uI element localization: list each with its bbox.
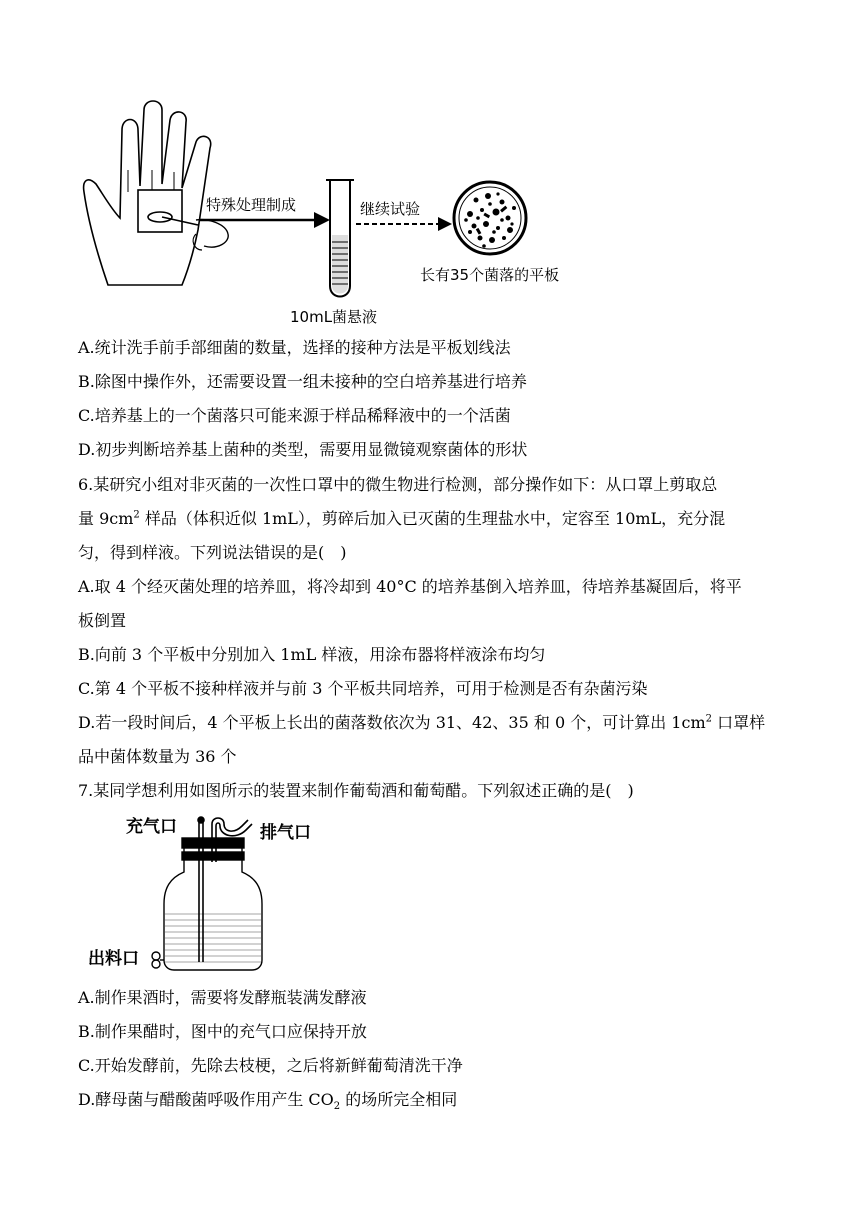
q7-option-b: B.制作果醋时，图中的充气口应保持开放 [78, 1022, 367, 1041]
q6-option-b: B.向前 3 个平板中分别加入 1mL 样液，用涂布器将样液涂布均匀 [78, 645, 546, 664]
petri-plate [454, 182, 526, 254]
q6-option-d-line2: 品中菌体数量为 36 个 [78, 747, 237, 766]
hand-sampling-figure [78, 100, 598, 325]
liquid-level [165, 914, 261, 962]
q6-option-d-line1: D.若一段时间后，4 个平板上长出的菌落数依次为 31、42、35 和 0 个，可计算出 $1cm^2$ 口罩样 [78, 713, 766, 732]
tube-label: 10mL菌悬液 [290, 308, 378, 325]
q6-stem-line1: 6.某研究小组对非灭菌的一次性口罩中的微生物进行检测，部分操作如下：从口罩上剪取总 [78, 475, 718, 494]
inlet-label: 充气口 [126, 817, 177, 837]
plate-label: 长有35个菌落的平板 [420, 266, 560, 284]
hand-illustration [84, 101, 229, 285]
q5-option-d: D.初步判断培养基上菌种的类型，需要用显微镜观察菌体的形状 [78, 440, 528, 459]
arrow-step1 [200, 212, 330, 228]
outlet-valve [152, 952, 164, 968]
q5-option-b: B.除图中操作外，还需要设置一组未接种的空白培养基进行培养 [78, 372, 527, 391]
q6-stem-line2: 量 $9cm^2$ 样品（体积近似 1mL），剪碎后加入已灭菌的生理盐水中，定容至 10mL，充分混 [78, 509, 726, 528]
q5-option-a: A.统计洗手前手部细菌的数量，选择的接种方法是平板划线法 [78, 338, 511, 357]
q7-stem: 7.某同学想利用如图所示的装置来制作葡萄酒和葡萄醋。下列叙述正确的是( ) [78, 781, 634, 800]
exhaust-label: 排气口 [260, 823, 311, 843]
q6-option-c: C.第 4 个平板不接种样液并与前 3 个平板共同培养，可用于检测是否有杂菌污染 [78, 679, 648, 698]
outlet-label: 出料口 [88, 949, 139, 969]
test-tube [326, 180, 354, 297]
q7-option-c: C.开始发酵前，先除去枝梗，之后将新鲜葡萄清洗干净 [78, 1056, 463, 1075]
q5-option-c: C.培养基上的一个菌落只可能来源于样品稀释液中的一个活菌 [78, 406, 511, 425]
q6-stem-line3: 匀，得到样液。下列说法错误的是( ) [78, 543, 347, 562]
arrow-step2 [356, 217, 452, 231]
q7-option-d: D.酵母菌与醋酸菌呼吸作用产生 $CO_2$ 的场所完全相同 [78, 1090, 458, 1113]
q7-option-a: A.制作果酒时，需要将发酵瓶装满发酵液 [78, 988, 367, 1007]
q6-option-a-line2: 板倒置 [78, 611, 127, 630]
step2-label: 继续试验 [360, 200, 421, 218]
step1-label: 特殊处理制成 [206, 196, 297, 214]
q6-option-a-line1: A.取 4 个经灭菌处理的培养皿，将冷却到 40°C 的培养基倒入培养皿，待培养基凝固后，将平 [78, 577, 742, 596]
fermentation-bottle-figure [84, 812, 344, 976]
